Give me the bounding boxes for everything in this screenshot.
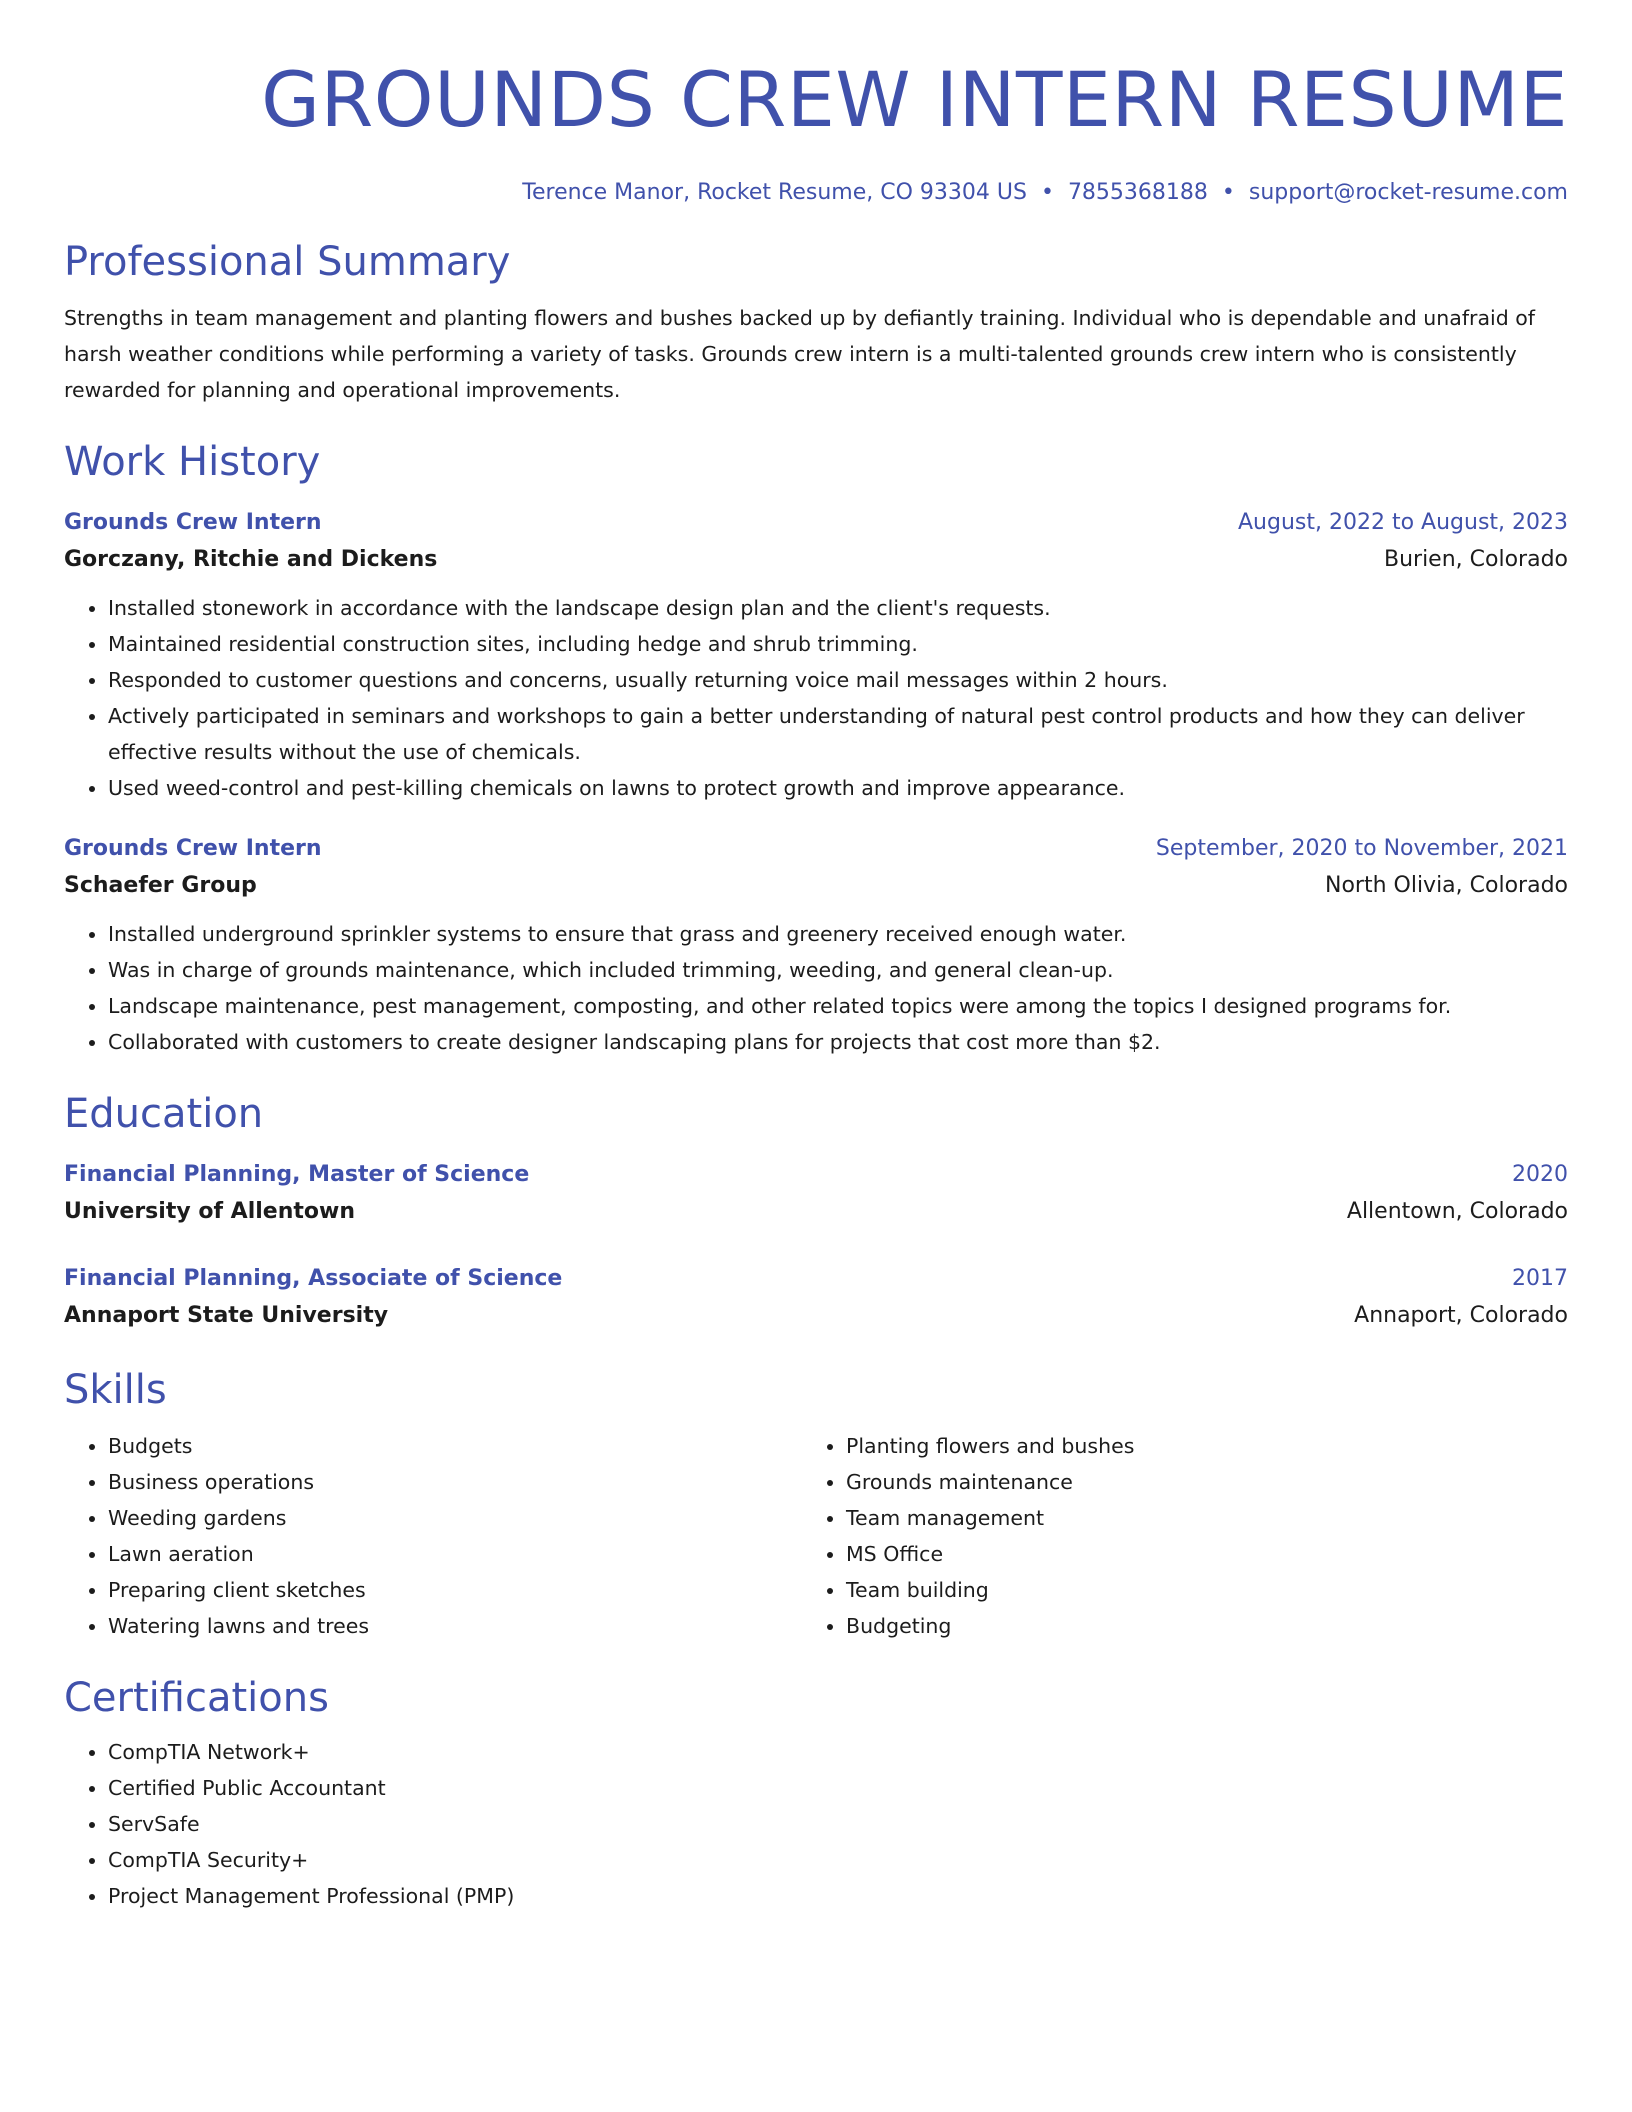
job-bullet: • Installed stonework in accordance with the landscape design plan and the client's requests.: [108, 590, 1568, 626]
job-company-row: [64, 866, 1568, 906]
work-history-heading: Work History: [64, 439, 321, 485]
summary-heading: Professional Summary: [64, 239, 511, 285]
job-bullet: • Responded to customer questions and concerns, usually returning voice mail messages within 2 hours.: [108, 662, 1568, 698]
job-entry: [64, 506, 1568, 806]
job-location: North Olivia, Colorado: [1324, 873, 1568, 898]
job-bullet: • Actively participated in seminars and workshops to gain a better understanding of natural pest control products and how they can deliver effective results without the use of chemicals.: [108, 698, 1568, 770]
education-degree: Financial Planning, Associate of Science: [64, 1266, 563, 1291]
education-header-row: [64, 1158, 1568, 1192]
contact-phone: 7855368188: [1067, 180, 1208, 205]
education-year: 2017: [1512, 1266, 1568, 1291]
certification-item: • CompTIA Security+: [108, 1842, 1568, 1878]
summary-section: [64, 236, 1568, 408]
job-dates: August, 2022 to August, 2023: [1238, 510, 1568, 535]
job-bullet: • Installed underground sprinkler systems to ensure that grass and greenery received enough water.: [108, 916, 1568, 952]
certification-item: • CompTIA Network+: [108, 1734, 1568, 1770]
education-school: Annaport State University: [64, 1303, 389, 1328]
skill-item: • Grounds maintenance: [846, 1464, 1540, 1500]
education-school-row: [64, 1192, 1568, 1232]
job-header-row: [64, 832, 1568, 866]
job-company-row: [64, 540, 1568, 580]
education-year: 2020: [1512, 1162, 1568, 1187]
skills-column-right: [802, 1428, 1540, 1644]
skill-item: • Planting flowers and bushes: [846, 1428, 1540, 1464]
contact-email: support@rocket-resume.com: [1248, 180, 1568, 205]
skills-section: [64, 1364, 1568, 1644]
contact-line: [64, 178, 1568, 208]
certifications-section: [64, 1672, 1568, 1914]
job-company: Gorczany, Ritchie and Dickens: [64, 547, 438, 572]
education-entry: [64, 1158, 1568, 1232]
education-school-row: [64, 1296, 1568, 1336]
education-degree: Financial Planning, Master of Science: [64, 1162, 530, 1187]
education-section: [64, 1088, 1568, 1336]
skills-list: [64, 1428, 802, 1644]
skill-item: • MS Office: [846, 1536, 1540, 1572]
job-title: Grounds Crew Intern: [64, 510, 322, 535]
skill-item: • Budgeting: [846, 1608, 1540, 1644]
job-bullet: • Maintained residential construction sites, including hedge and shrub trimming.: [108, 626, 1568, 662]
certification-item: • ServSafe: [108, 1806, 1568, 1842]
skill-item: • Weeding gardens: [108, 1500, 802, 1536]
job-bullet: • Landscape maintenance, pest management, composting, and other related topics were among the topics I designed programs for.: [108, 988, 1568, 1024]
job-entry: [64, 832, 1568, 1060]
job-bullets: [64, 590, 1568, 806]
skill-item: • Budgets: [108, 1428, 802, 1464]
education-school: University of Allentown: [64, 1199, 355, 1224]
work-history-section: [64, 436, 1568, 1060]
certification-item: • Project Management Professional (PMP): [108, 1878, 1568, 1914]
job-bullet: • Collaborated with customers to create designer landscaping plans for projects that cost more than $2.: [108, 1024, 1568, 1060]
education-header-row: [64, 1262, 1568, 1296]
certifications-list: [64, 1734, 1568, 1914]
education-heading: Education: [64, 1091, 264, 1137]
skill-item: • Team management: [846, 1500, 1540, 1536]
contact-address: Terence Manor, Rocket Resume, CO 93304 US: [522, 180, 1027, 205]
certifications-heading: Certifications: [64, 1675, 329, 1721]
contact-separator: •: [1221, 180, 1235, 205]
skill-item: • Lawn aeration: [108, 1536, 802, 1572]
job-bullet: • Was in charge of grounds maintenance, which included trimming, weeding, and general clean-up.: [108, 952, 1568, 988]
skills-heading: Skills: [64, 1367, 167, 1413]
job-bullet: • Used weed-control and pest-killing chemicals on lawns to protect growth and improve appearance.: [108, 770, 1568, 806]
education-location: Annaport, Colorado: [1354, 1303, 1568, 1328]
job-header-row: [64, 506, 1568, 540]
skills-list: [802, 1428, 1540, 1644]
job-company: Schaefer Group: [64, 873, 257, 898]
skill-item: • Business operations: [108, 1464, 802, 1500]
certification-item: • Certified Public Accountant: [108, 1770, 1568, 1806]
skill-item: • Watering lawns and trees: [108, 1608, 802, 1644]
skills-column-left: [64, 1428, 802, 1644]
summary-text: Strengths in team management and planting flowers and bushes backed up by defiantly training. Individual who is dependable and unafraid of harsh weather conditions while performing a variety of tasks. Grounds crew intern is a multi-talented grounds crew intern who is consistently rewarded for planning and operational improvements.: [64, 306, 1536, 402]
resume-title: GROUNDS CREW INTERN RESUME: [261, 55, 1568, 144]
job-dates: September, 2020 to November, 2021: [1155, 836, 1568, 861]
job-title: Grounds Crew Intern: [64, 836, 322, 861]
skills-columns: [64, 1428, 1568, 1644]
skill-item: • Preparing client sketches: [108, 1572, 802, 1608]
education-entry: [64, 1262, 1568, 1336]
education-location: Allentown, Colorado: [1346, 1199, 1568, 1224]
job-bullets: [64, 916, 1568, 1060]
skill-item: • Team building: [846, 1572, 1540, 1608]
job-location: Burien, Colorado: [1383, 547, 1568, 572]
contact-separator: •: [1040, 180, 1054, 205]
